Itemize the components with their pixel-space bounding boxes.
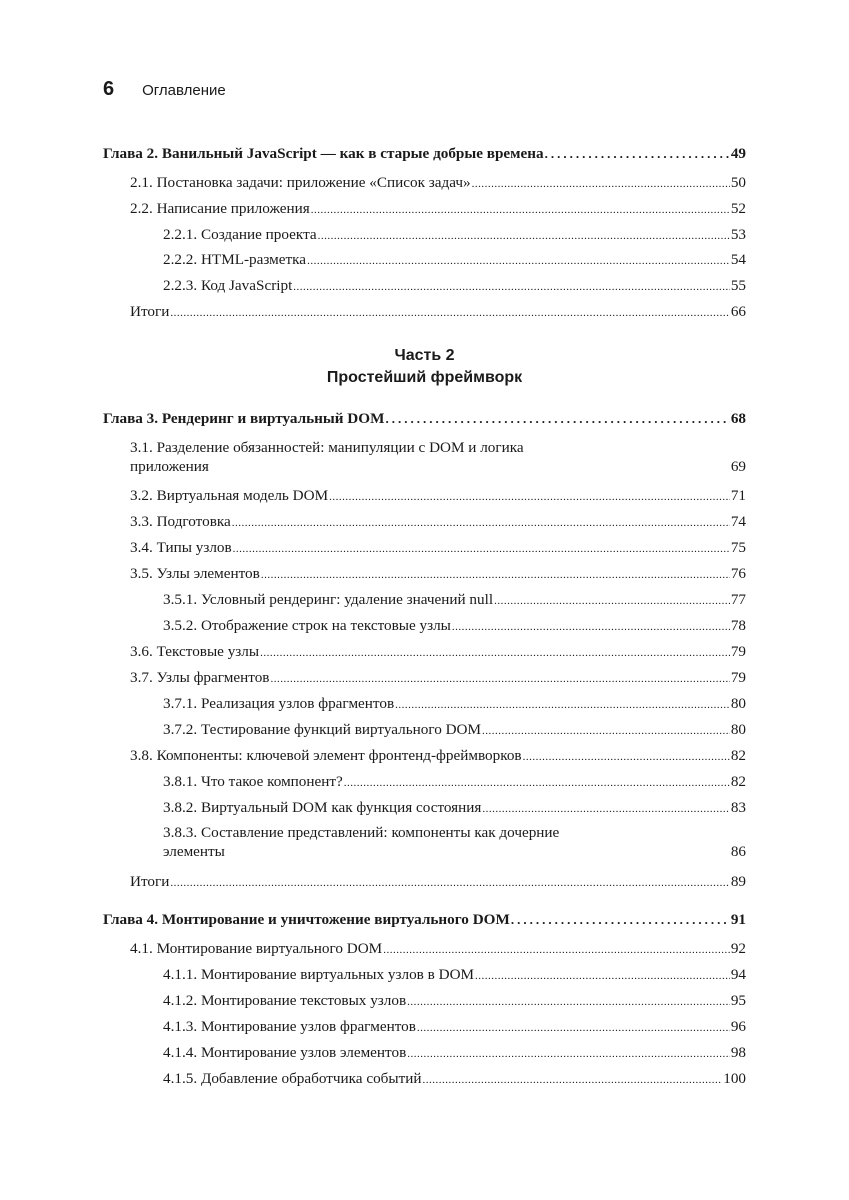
toc-title: 3.5.2. Отображение строк на текстовые узлы — [163, 617, 451, 634]
toc-title: 3.2. Виртуальная модель DOM — [130, 487, 329, 504]
toc-entry[interactable] — [163, 225, 746, 246]
toc-entry[interactable] — [163, 694, 746, 715]
toc-page: 75 — [730, 539, 746, 556]
toc-entry[interactable] — [130, 564, 746, 585]
toc-entry[interactable] — [130, 939, 746, 960]
toc-title: 3.8.1. Что такое компонент? — [163, 773, 343, 790]
toc-title-line1: 3.1. Разделение обязанностей: манипуляции с DOM и логика — [130, 439, 524, 456]
toc-page: 52 — [730, 200, 746, 217]
toc-entry[interactable] — [130, 486, 746, 507]
dot-leader — [475, 967, 730, 986]
toc-title: 3.6. Текстовые узлы — [130, 643, 260, 660]
toc-title: 3.7.1. Реализация узлов фрагментов — [163, 695, 395, 712]
toc-page: 79 — [730, 643, 746, 660]
toc-title: 3.5.1. Условный рендеринг: удаление значений null — [163, 591, 494, 608]
toc-entry[interactable] — [163, 772, 746, 793]
toc-title: 4.1.3. Монтирование узлов фрагментов — [163, 1018, 416, 1035]
part-heading — [103, 345, 746, 389]
toc-page: 71 — [730, 487, 746, 504]
toc-title: 4.1.5. Добавление обработчика событий — [163, 1070, 422, 1087]
toc-title: 2.2. Написание приложения — [130, 200, 310, 217]
dot-leader — [261, 566, 730, 585]
toc-title: 4.1.2. Монтирование текстовых узлов — [163, 992, 407, 1009]
toc-page: 96 — [730, 1018, 746, 1035]
toc-entry[interactable] — [163, 1017, 746, 1038]
toc-entry[interactable] — [163, 250, 746, 271]
toc-title-line1: 3.8.3. Составление представлений: компоненты как дочерние — [163, 824, 560, 841]
toc-page: 79 — [730, 669, 746, 686]
dot-leader — [383, 941, 730, 960]
toc-page: 83 — [730, 799, 746, 816]
dot-leader — [472, 175, 730, 194]
toc-title: Глава 3. Рендеринг и виртуальный DOM — [103, 410, 385, 427]
toc-page: 66 — [730, 303, 746, 320]
toc-page: 53 — [730, 226, 746, 243]
dot-leader — [170, 304, 729, 323]
toc-title: 4.1.4. Монтирование узлов элементов — [163, 1044, 407, 1061]
toc-title: 2.2.2. HTML-разметка — [163, 251, 307, 268]
dot-leader — [523, 748, 730, 767]
toc-entry[interactable] — [130, 538, 746, 559]
toc-entry[interactable] — [130, 642, 746, 663]
dot-leader — [407, 1045, 730, 1064]
dot-leader — [482, 800, 729, 819]
toc-title: 3.8. Компоненты: ключевой элемент фронтенд-фреймворков — [130, 747, 522, 764]
toc-page: 49 — [730, 145, 746, 162]
toc-entry[interactable] — [163, 991, 746, 1012]
toc-page: 50 — [730, 174, 746, 191]
dot-leader — [395, 696, 730, 715]
toc-page: 95 — [730, 992, 746, 1009]
dot-leader — [417, 1019, 730, 1038]
toc-entry[interactable] — [130, 668, 746, 689]
toc-page: 78 — [730, 617, 746, 634]
toc-page: 68 — [730, 410, 746, 427]
dot-leader — [260, 644, 730, 663]
toc-entry[interactable] — [163, 1043, 746, 1064]
toc-entry[interactable] — [163, 965, 746, 986]
toc-title: 3.5. Узлы элементов — [130, 565, 260, 582]
toc-page: 98 — [730, 1044, 746, 1061]
toc-page: 82 — [730, 747, 746, 764]
dot-leader — [270, 670, 729, 689]
toc-page: 54 — [730, 251, 746, 268]
toc-title-line2: приложения — [130, 458, 209, 475]
toc-title: Итоги — [130, 873, 170, 890]
toc-entry[interactable] — [130, 512, 746, 533]
dot-leader — [494, 592, 730, 611]
toc-title: Глава 4. Монтирование и уничтожение виртуального DOM — [103, 911, 510, 928]
toc-page: 92 — [730, 940, 746, 957]
part-label: Часть 2 — [394, 347, 455, 364]
toc-title: 3.7.2. Тестирование функций виртуального DOM — [163, 721, 482, 738]
toc-page: 86 — [730, 843, 746, 860]
toc-page: 94 — [730, 966, 746, 983]
toc-title-line2: элементы — [163, 843, 225, 860]
toc-title: 2.1. Постановка задачи: приложение «Список задач» — [130, 174, 471, 191]
page-number: 6 — [103, 78, 115, 100]
toc-page: 55 — [730, 277, 746, 294]
toc-page: 76 — [730, 565, 746, 582]
toc-entry[interactable] — [130, 438, 746, 476]
running-title: Оглавление — [142, 82, 226, 99]
part-title: Простейший фреймворк — [326, 369, 523, 386]
dot-leader — [482, 722, 730, 741]
toc-title: Глава 2. Ванильный JavaScript — как в старые добрые времена — [103, 145, 544, 162]
toc-page: 91 — [730, 911, 746, 928]
dot-leader — [318, 227, 730, 246]
toc-entry[interactable] — [163, 590, 746, 611]
toc-title: 3.4. Типы узлов — [130, 539, 232, 556]
table-of-contents — [103, 0, 746, 1200]
dot-leader — [293, 278, 730, 297]
dot-leader — [545, 144, 730, 163]
toc-title: 3.8.2. Виртуальный DOM как функция состояния — [163, 799, 482, 816]
toc-chapter-2[interactable] — [103, 144, 746, 163]
dot-leader — [385, 409, 729, 428]
toc-title: 4.1. Монтирование виртуального DOM — [130, 940, 383, 957]
toc-title: 4.1.1. Монтирование виртуальных узлов в DOM — [163, 966, 475, 983]
toc-title: 3.7. Узлы фрагментов — [130, 669, 270, 686]
toc-entry[interactable] — [163, 616, 746, 637]
toc-chapter-4[interactable] — [103, 910, 746, 929]
dot-leader — [344, 774, 730, 793]
dot-leader — [329, 488, 730, 507]
toc-page: 80 — [730, 721, 746, 738]
toc-page: 82 — [730, 773, 746, 790]
dot-leader — [233, 540, 730, 559]
toc-title: 2.2.3. Код JavaScript — [163, 277, 293, 294]
toc-title: 2.2.1. Создание проекта — [163, 226, 317, 243]
toc-entry[interactable] — [163, 1069, 746, 1090]
toc-entry[interactable] — [130, 199, 746, 220]
toc-page: 77 — [730, 591, 746, 608]
toc-entry[interactable] — [130, 173, 746, 194]
toc-entry[interactable] — [130, 746, 746, 767]
dot-leader — [423, 1071, 723, 1090]
toc-entry[interactable] — [130, 872, 746, 893]
dot-leader — [307, 252, 730, 271]
toc-chapter-3[interactable] — [103, 409, 746, 428]
dot-leader — [232, 514, 730, 533]
toc-page: 69 — [730, 458, 746, 475]
toc-title: 3.3. Подготовка — [130, 513, 231, 530]
toc-title: Итоги — [130, 303, 170, 320]
toc-entry[interactable] — [163, 798, 746, 819]
toc-entry[interactable] — [163, 276, 746, 297]
dot-leader — [511, 910, 730, 929]
dot-leader — [407, 993, 730, 1012]
toc-entry[interactable] — [130, 302, 746, 323]
toc-entry[interactable] — [163, 823, 746, 861]
toc-page: 100 — [723, 1070, 746, 1087]
dot-leader — [452, 618, 730, 637]
toc-page: 80 — [730, 695, 746, 712]
toc-page: 89 — [730, 873, 746, 890]
toc-page: 74 — [730, 513, 746, 530]
dot-leader — [170, 874, 729, 893]
toc-entry[interactable] — [163, 720, 746, 741]
dot-leader — [311, 201, 730, 220]
